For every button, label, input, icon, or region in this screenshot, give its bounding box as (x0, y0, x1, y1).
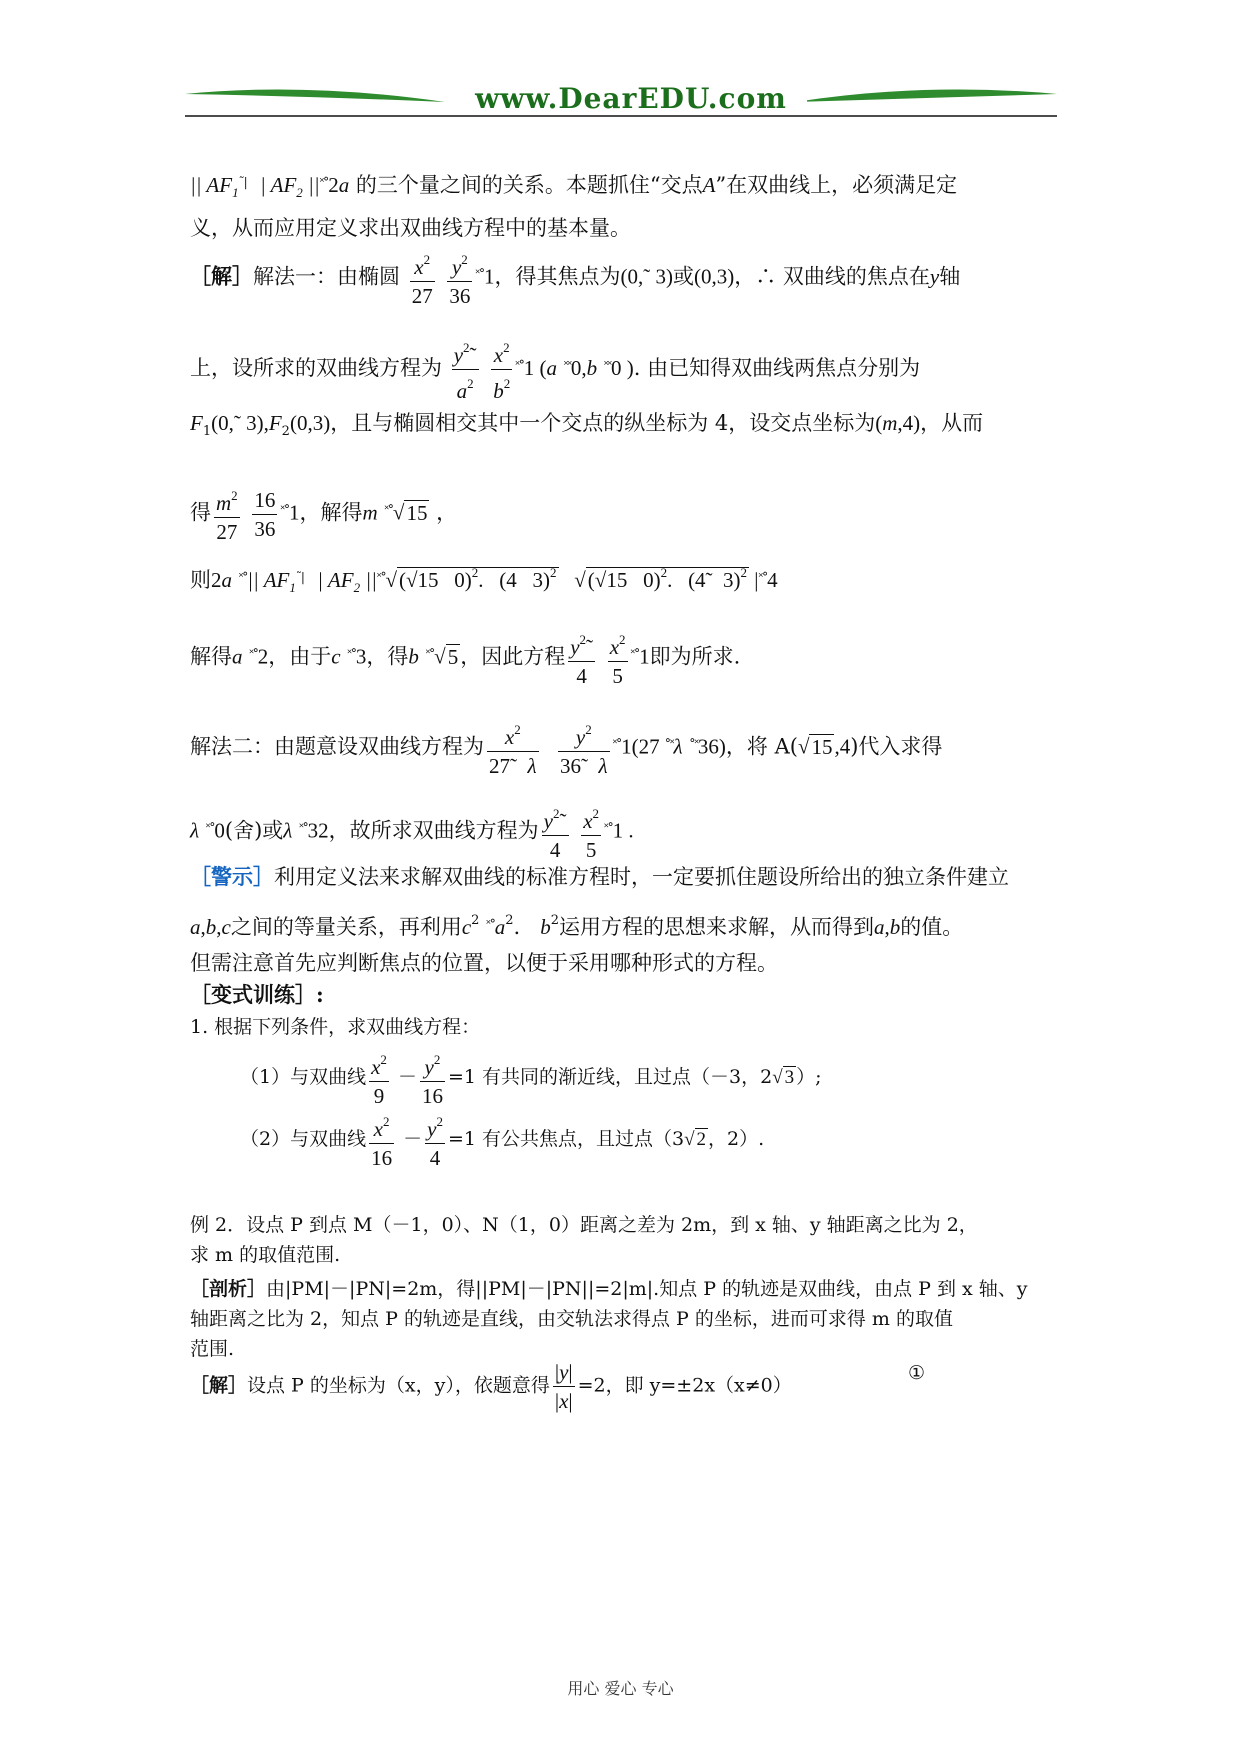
solution1-text: ，解得 (299, 500, 363, 525)
example2-solution-text: 设点 P 的坐标为（x，y），依题意得 (247, 1374, 550, 1397)
intro-line-1: || $AF_1^{˜|}$ | $AF_2$ ||˟°2a 的三个量之间的关系。本题抓住“交点A”在双曲线上，必须满足定 (190, 173, 958, 200)
intro-line-2: 义，从而应用定义求出双曲线方程中的基本量。 (190, 216, 631, 240)
solution1-text: 则 (190, 568, 211, 592)
solution1-text: ，且与椭圆相交其中一个交点的纵坐标为 4，设交点坐标为 (330, 411, 876, 435)
fraction-y2-4-b: $\frac{y^2˜}{4}$ (543, 806, 567, 862)
solution1-line-6: 解得a ˟°2，由于c ˟°3，得b ˟°√5，因此方程 $\frac{y^2˜}{4}$ $\frac{x^2}{5}$ ˟°1即为所求. (190, 626, 1050, 690)
warning-text: 之间的等量关系，再利用 (230, 915, 462, 939)
solution1-text: 得 (190, 500, 211, 525)
solution1-text: ，因此方程 (460, 644, 566, 669)
fraction-x2-b2: $\frac{x^2}{b^2}$ (493, 340, 511, 403)
analysis-line-1 (190, 1274, 1050, 1304)
fraction-x2-16: $\frac{x^2}{16}$ (371, 1114, 393, 1170)
solution1-line-4: 得 $\frac{m^2}{27}$ $\frac{16}{36}$ ˟°1，解得m ˟°√15 ， (190, 482, 1050, 546)
solution1-text: 上，设所求的双曲线方程为 (190, 356, 442, 380)
solution1-text: 轴 (939, 264, 961, 289)
solution1-text: 解法一：由椭圆 (253, 264, 400, 289)
fraction-y2-36: $\frac{y^2}{36}$ (449, 252, 471, 308)
training-text: =1 有共同的渐近线，且过点（－3，2 (447, 1066, 773, 1088)
example2-line-2: 求 m 的取值范围. (190, 1244, 341, 1266)
solution1-line-2: 上，设所求的双曲线方程为 $\frac{y^2˜}{a^2}$ $\frac{x^2}{b^2}$ ˟°1 (a ˟˟0,b ˟˟0 ). 由已知得双曲线两焦点分别为 (190, 334, 1050, 405)
solution2-text: 解法二：由题意设双曲线方程为 (190, 734, 484, 759)
solution2-text: ，将 A( (725, 734, 798, 759)
solution1-line-3: $F_1(0,˜$ $3),F_2(0,3)$，且与椭圆相交其中一个交点的纵坐标为 4，设交点坐标为(m,4)，从而 (190, 411, 984, 439)
solution1-text: ，由于 (268, 644, 332, 669)
solution2-text: (舍)或 (224, 818, 284, 843)
solution1-text: 或 (672, 264, 694, 289)
fraction-y2-4: $\frac{y^2˜}{4}$ (570, 632, 594, 688)
training-text: （1）与双曲线 (240, 1066, 367, 1088)
solution1-text: ，∴ 双曲线的焦点在 (734, 264, 930, 289)
training-text: ，2）. (708, 1128, 765, 1150)
training-text: =1 有公共焦点，且过点（3 (447, 1128, 685, 1150)
fraction-16-36: $\frac{16}{36}$ (254, 487, 276, 541)
solution2-line-2: λ ˟°0(舍)或λ ˟°32，故所求双曲线方程为 $\frac{y^2˜}{4}$ $\frac{x^2}{5}$ ˟°1 . (190, 800, 1050, 864)
training-text: （2）与双曲线 (240, 1128, 367, 1150)
intro-text-1: 的三个量之间的关系。本题抓住“交点 (355, 173, 703, 197)
training-title-text: ［变式训练］: (190, 982, 324, 1007)
analysis-line-2: 轴距离之比为 2，知点 P 的轨迹是直线，由交轨法求得点 P 的坐标，进而可求得 m 的取值 (190, 1308, 953, 1330)
solution2-line-1: 解法二：由题意设双曲线方程为 $\frac{x^2}{27˜ \lambda}$ $\frac{y^2}{36˜ \lambda}$ ˟°1(27 °˟λ °˟36)，将 A(√15,4)代入求得 (190, 716, 1050, 780)
solution1-text: . 由已知得双曲线两焦点分别为 (633, 356, 921, 380)
fraction-abs-y-abs-x: $\frac{|y|}{|x|}$ (554, 1360, 573, 1413)
warning-text: 运用方程的思想来求解，从而得到 (558, 915, 874, 939)
solution1-text: 即为所求. (649, 644, 741, 669)
fraction-y2-a2: $\frac{y^2˜}{a^2}$ (453, 340, 477, 403)
analysis-line-3: 范围. (190, 1338, 235, 1360)
fraction-x2-27: $\frac{x^2}{27}$ (411, 252, 433, 308)
solution1-text: ，得其焦点为 (494, 264, 621, 289)
solution-tag: ［解］ (190, 263, 253, 289)
solution1-text: 解得 (190, 644, 232, 669)
solution2-text: )代入求得 (850, 734, 943, 759)
page-header (185, 80, 1057, 120)
fraction-x2-5: $\frac{x^2}{5}$ (609, 632, 626, 688)
fraction-y2-36-lambda: $\frac{y^2}{36˜ \lambda}$ (559, 722, 608, 778)
solution1-line-1: ［解］解法一：由椭圆 $\frac{x^2}{27}$ $\frac{y^2}{36}$ ˟°1，得其焦点为(0,˜ 3)或(0,3)，∴ 双曲线的焦点在y轴 (190, 246, 1050, 310)
training-title (190, 980, 1050, 1010)
solution1-text: ，从而 (920, 411, 984, 435)
fraction-x2-9: $\frac{x^2}{9}$ (371, 1052, 387, 1108)
solution1-line-5: 则2a ˟°|| $AF_1^{˜|}$ | $AF_2$ ||˟°√(√15 0)$^2$. (4 3)$^2$ √(√15 0)$^2$. (4˜ 3)$^2$ |˟°4 (190, 565, 778, 595)
intro-text-2: ”在双曲线上，必须满足定 (715, 173, 958, 197)
analysis-text: 由|PM|－|PN|=2m，得||PM|－|PN||=2|m|.知点 P 的轨迹是双曲线，由点 P 到 x 轴、y (266, 1278, 1028, 1300)
example2-solution-line (190, 1358, 1050, 1415)
analysis-tag: ［剖析］ (190, 1278, 267, 1300)
warning-line-1 (190, 862, 1050, 892)
warning-text: 的值。 (900, 915, 964, 939)
training-sub-2: （2）与双曲线 $\frac{x^2}{16}$ － $\frac{y^2}{4}$ =1 有公共焦点，且过点（3√ 2 ，2）. (240, 1108, 1100, 1172)
training-text: ）; (796, 1066, 822, 1088)
fraction-m2-27: $\frac{m^2}{27}$ (216, 488, 238, 544)
training-sub-1: （1）与双曲线 $\frac{x^2}{9}$ － $\frac{y^2}{16}$ =1 有共同的渐近线，且过点（－3，2√ 3 ）; (240, 1046, 1100, 1110)
warning-text: 利用定义法来求解双曲线的标准方程时，一定要抓住题设所给出的独立条件建立 (274, 865, 1009, 889)
equation-number-circle: ① (908, 1362, 926, 1384)
example2-solution-text: =2，即 y=±2x（x≠0） (577, 1374, 792, 1397)
fraction-y2-4-c: $\frac{y^2}{4}$ (427, 1114, 443, 1170)
header-site-name: www.DearEDU.com (455, 82, 807, 115)
fraction-y2-16: $\frac{y^2}{16}$ (421, 1052, 443, 1108)
example2-line-1: 例 2．设点 P 到点 M（－1，0）、N（1，0）距离之差为 2m，到 x 轴、y 轴距离之比为 2， (190, 1214, 978, 1236)
warning-line-3: 但需注意首先应判断焦点的位置，以便于采用哪种形式的方程。 (190, 951, 778, 975)
warning-line-2: a,b,c之间的等量关系，再利用$c^2$ $^{˟^\circ}a^2$. $b^2$运用方程的思想来求解，从而得到a,b的值。 (190, 913, 964, 939)
training-question-1: 1. 根据下列条件，求双曲线方程： (190, 1016, 481, 1038)
warning-tag: ［警示］ (190, 864, 274, 889)
solution2-text: ，故所求双曲线方程为 (328, 818, 539, 843)
fraction-x2-27-lambda: $\frac{x^2}{27˜ \lambda}$ (489, 722, 537, 778)
solution1-text: ，得 (366, 644, 409, 669)
page-footer: 用心 爱心 专心 (567, 1679, 674, 1698)
solution-tag-2: ［解］ (190, 1374, 248, 1397)
fraction-x2-5-b: $\frac{x^2}{5}$ (583, 806, 600, 862)
